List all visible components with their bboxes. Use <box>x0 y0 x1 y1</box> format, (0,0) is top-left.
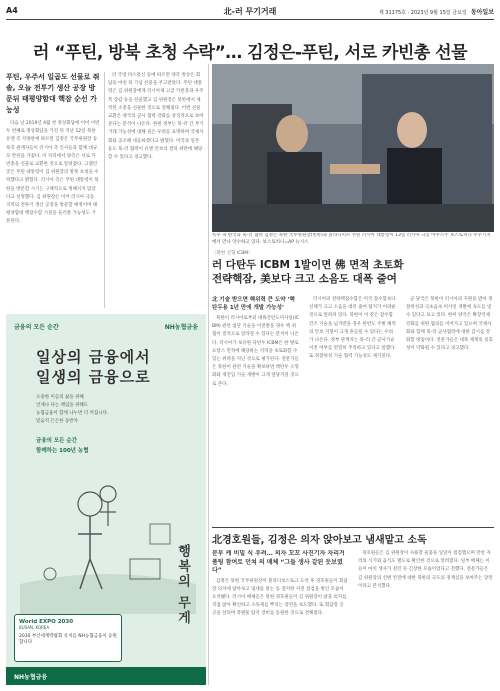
ad-logo-nh: NH농협금융 <box>164 324 198 331</box>
article-bodyguards-body <box>212 550 494 685</box>
article-column <box>212 550 348 685</box>
article-column <box>406 296 494 353</box>
article-column <box>358 550 494 685</box>
ad-copy: 소중한 이들의 삶을 위해 <box>36 395 84 400</box>
article-headline: 北경호원들, 김정은 의자 앉아보고 냄새맡고 소독 <box>212 527 494 547</box>
column-divider <box>104 72 105 308</box>
ad-tagline-1: 금융의 모든 순간 <box>36 438 78 444</box>
ad-tagline-2: 함께하는 100년 농협 <box>36 448 89 454</box>
news-photo <box>212 64 494 232</box>
article-headline-2: 전략핵잠, 美보다 크고 소음도 대폭 줄여 <box>212 273 397 285</box>
ad-title-2: 일생의 금융으로 <box>36 368 151 386</box>
ad-brand-top: 금융의 모든 순간 <box>14 324 59 331</box>
expo-title: World EXPO 2030 <box>19 619 74 625</box>
article-text: 김정은 북한 국무위원장이 블라디보스토크 도착 후 경호원들이 회담장 의자에 앉아보고 냄새를 맡는 등 철저한 사전 점검을 벌인 모습이 포착됐다. 러시아 매체들은 북한 경호원들이 김 위원장이 앉을 의자를 직접 앉아 확인하고 소독제를 뿌리는 장면을 보도했다. 또 회담장 곳곳을 살피며 폭발물 탐지 장비를 동원한 것으로 전해졌다. <box>212 578 348 617</box>
expo-badge[interactable] <box>14 614 122 662</box>
article-kicker: 〈북한 신형 ICBM〉 <box>212 251 253 256</box>
issue-meta: 제 31175호 · 2023년 9월 15일 금요일 동아일보 <box>378 9 494 16</box>
expo-subtitle: BUSAN, KOREA <box>19 625 50 630</box>
section-title: 北-러 무기거래 <box>223 7 277 16</box>
ad-title-1: 일상의 금융에서 <box>36 348 151 366</box>
page-header <box>6 4 494 20</box>
ad-footer: NH농협금융 <box>6 667 206 685</box>
photo-illustration <box>212 64 494 232</box>
newspaper-brand: 동아일보 <box>470 9 494 16</box>
article-icbm <box>212 250 494 286</box>
lead-column-1 <box>6 72 100 310</box>
expo-note: 2030 부산세계박람회 유치를 NH농협금융이 응원합니다 <box>19 634 117 645</box>
lead-subhead: 푸틴, 우주서 일곱도 선물로 줘 솔, 오늘 전투기 생산 공장 방문뒤 태평양함대 핵잠 순선 가능성 <box>6 73 100 114</box>
family-illustration <box>20 464 196 614</box>
article-text: 군 당국은 북한이 러시아의 지원을 받아 정찰위성과 극초음속 미사일 개발에 속도를 낼 수 있다고 보고 있다. 한미 양국은 확장억제 강화를 위한 협의를 이어가고 있으며 국제사회와 함께 북-러 군사협력에 대한 감시를 강화할 방침이다. 전문가들은 대북 제재의 실효성이 약화될 수 있다고 경고했다. <box>406 297 493 352</box>
page-number: A4 <box>6 6 18 15</box>
article-text: 북한이 러시아로부터 대륙간탄도미사일(ICBM) 관련 첨단 기술을 이전받을 경우 핵 위협이 질적으로 달라질 수 있다는 분석이 나온다. 러시아가 보유한 다탄두 ICBM은 한 발로 프랑스 면적에 해당하는 지역을 초토화할 수 있는 위력을 지닌 것으로 평가된다. 전문가들은 북한이 관련 기술을 확보하면 핵탄두 소형화와 재진입 기술 개발이 크게 앞당겨질 것으로 본다. <box>212 316 299 387</box>
column-divider <box>208 64 209 685</box>
ad-copy: 농협금융이 함께 나누면 더 커집니다. <box>36 411 109 416</box>
photo-caption: 폭우 속 한국과 북-러 협력 김정은 북한 국무위원장(왼쪽)과 블라디미르 푸틴 러시아 대통령이 13일 러시아 극동 아무르주 보스토치니 우주기지에서 만나 악수하고 있다. 보스토치니=AP 뉴시스 <box>212 233 491 245</box>
article-column <box>309 296 397 362</box>
ad-vertical-text: 행복의 무게 <box>175 544 190 626</box>
lead-column-2 <box>108 72 204 310</box>
advertisement[interactable] <box>6 314 206 685</box>
main-headline: 러 “푸틴, 방북 초청 수락”… 김정은-푸틴, 서로 카빈총 선물 <box>32 43 468 63</box>
article-headline-1: 러 다탄두 ICBM 1발이면 佛 면적 초토화 <box>212 259 404 271</box>
article-text: 경호원들은 김 위원장이 사용할 물품을 일일이 점검했으며 만찬 자리의 식기와 음식도 별도로 확인한 것으로 알려졌다. 일부 매체는 이들이 마치 생사가 걸린 듯 긴장한 모습이었다고 전했다. 전문가들은 김 위원장의 신변 안전에 대한 북한의 극도의 경계심을 보여주는 장면이라고 분석했다. <box>358 551 493 589</box>
ad-copy: 언제나 다는 책임을 위해도 <box>36 403 89 408</box>
article-bodyguards <box>212 527 494 547</box>
article-subhead: 北 기술 받으면 핵위력 큰 도약 ‘핵탄두용 1년 만에 개발 가능성’ <box>212 297 295 311</box>
article-text: 러시아의 전략핵잠수함은 미국 잠수함보다 선체가 크고 소음을 대폭 줄여 탐지가 어려운 것으로 알려져 있다. 북한이 이 같은 잠수함 건조 기술을 넘겨받을 경우 한반도 주변 해역의 안보 지형이 크게 흔들릴 수 있다는 우려가 나온다. 정부 관계자는 북-러 간 군사기술 이전 여부를 면밀히 추적하고 있다고 말했다. 또 정찰위성 기술 협력 가능성도 제기된다. <box>309 297 396 360</box>
article-column <box>212 296 300 389</box>
article-icbm-body <box>212 296 494 522</box>
ad-copy: 믿음직 든든한 동반자 <box>36 419 78 424</box>
lead-body-2: 러 국영 타스통신 등에 따르면 양측 정상은 회담을 마친 뒤 기념 선물을 주고받았다. 푸틴 대통령은 김 위원장에게 러시아제 고급 카빈총과 우주복 장갑 등을 선물했고 김 위원장은 북한에서 제작된 소총을 선물한 것으로 전해졌다. 이번 선물 교환은 양국의 군사 협력 강화를 상징적으로 보여준다는 분석이 나온다. 한편 정부는 북-러 간 무기 거래 가능성에 대해 깊은 우려를 표명하며 국제사회와 공조해 대응하겠다고 밝혔다. 미국과 일본 등도 북-러 협력이 유엔 안보리 결의 위반에 해당할 수 있다고 경고했다. <box>108 73 204 161</box>
article-subhead: 분부 케 비밀 식 우려… 의자 꼬꼬 사진기자 자리거품팅 참여토 던쳐 의 매체 “그들 생사 같된 듯보였다” <box>212 550 345 574</box>
lead-body-1: 다음 날 2019년 4월 첫 정상회담에 이어 이번 두 번째로 정상회담을 가진 뒤 지난 12일 북한 유엔 측 지방관에 따르면 김정은 국무위원장 등 북측 관계자들이 러시아 측 인사들과 함께 대규모 만찬을 가졌다. 이 자리에서 양측은 서로 카빈총을 선물로 교환한 것으로 알려졌다. 크렘린궁은 푸틴 대통령이 김 위원장의 방북 초청을 수락했다고 밝혔다. 러시아 측은 푸틴 대통령이 북한을 방문할 시기는 구체적으로 정해지지 않았다고 설명했다. 김 위원장은 이어 러시아 극동 지역의 전투기 생산 공장을 방문할 예정이며 태평양함대 핵잠수함 시설을 둘러볼 가능성도 거론된다. <box>6 121 100 225</box>
